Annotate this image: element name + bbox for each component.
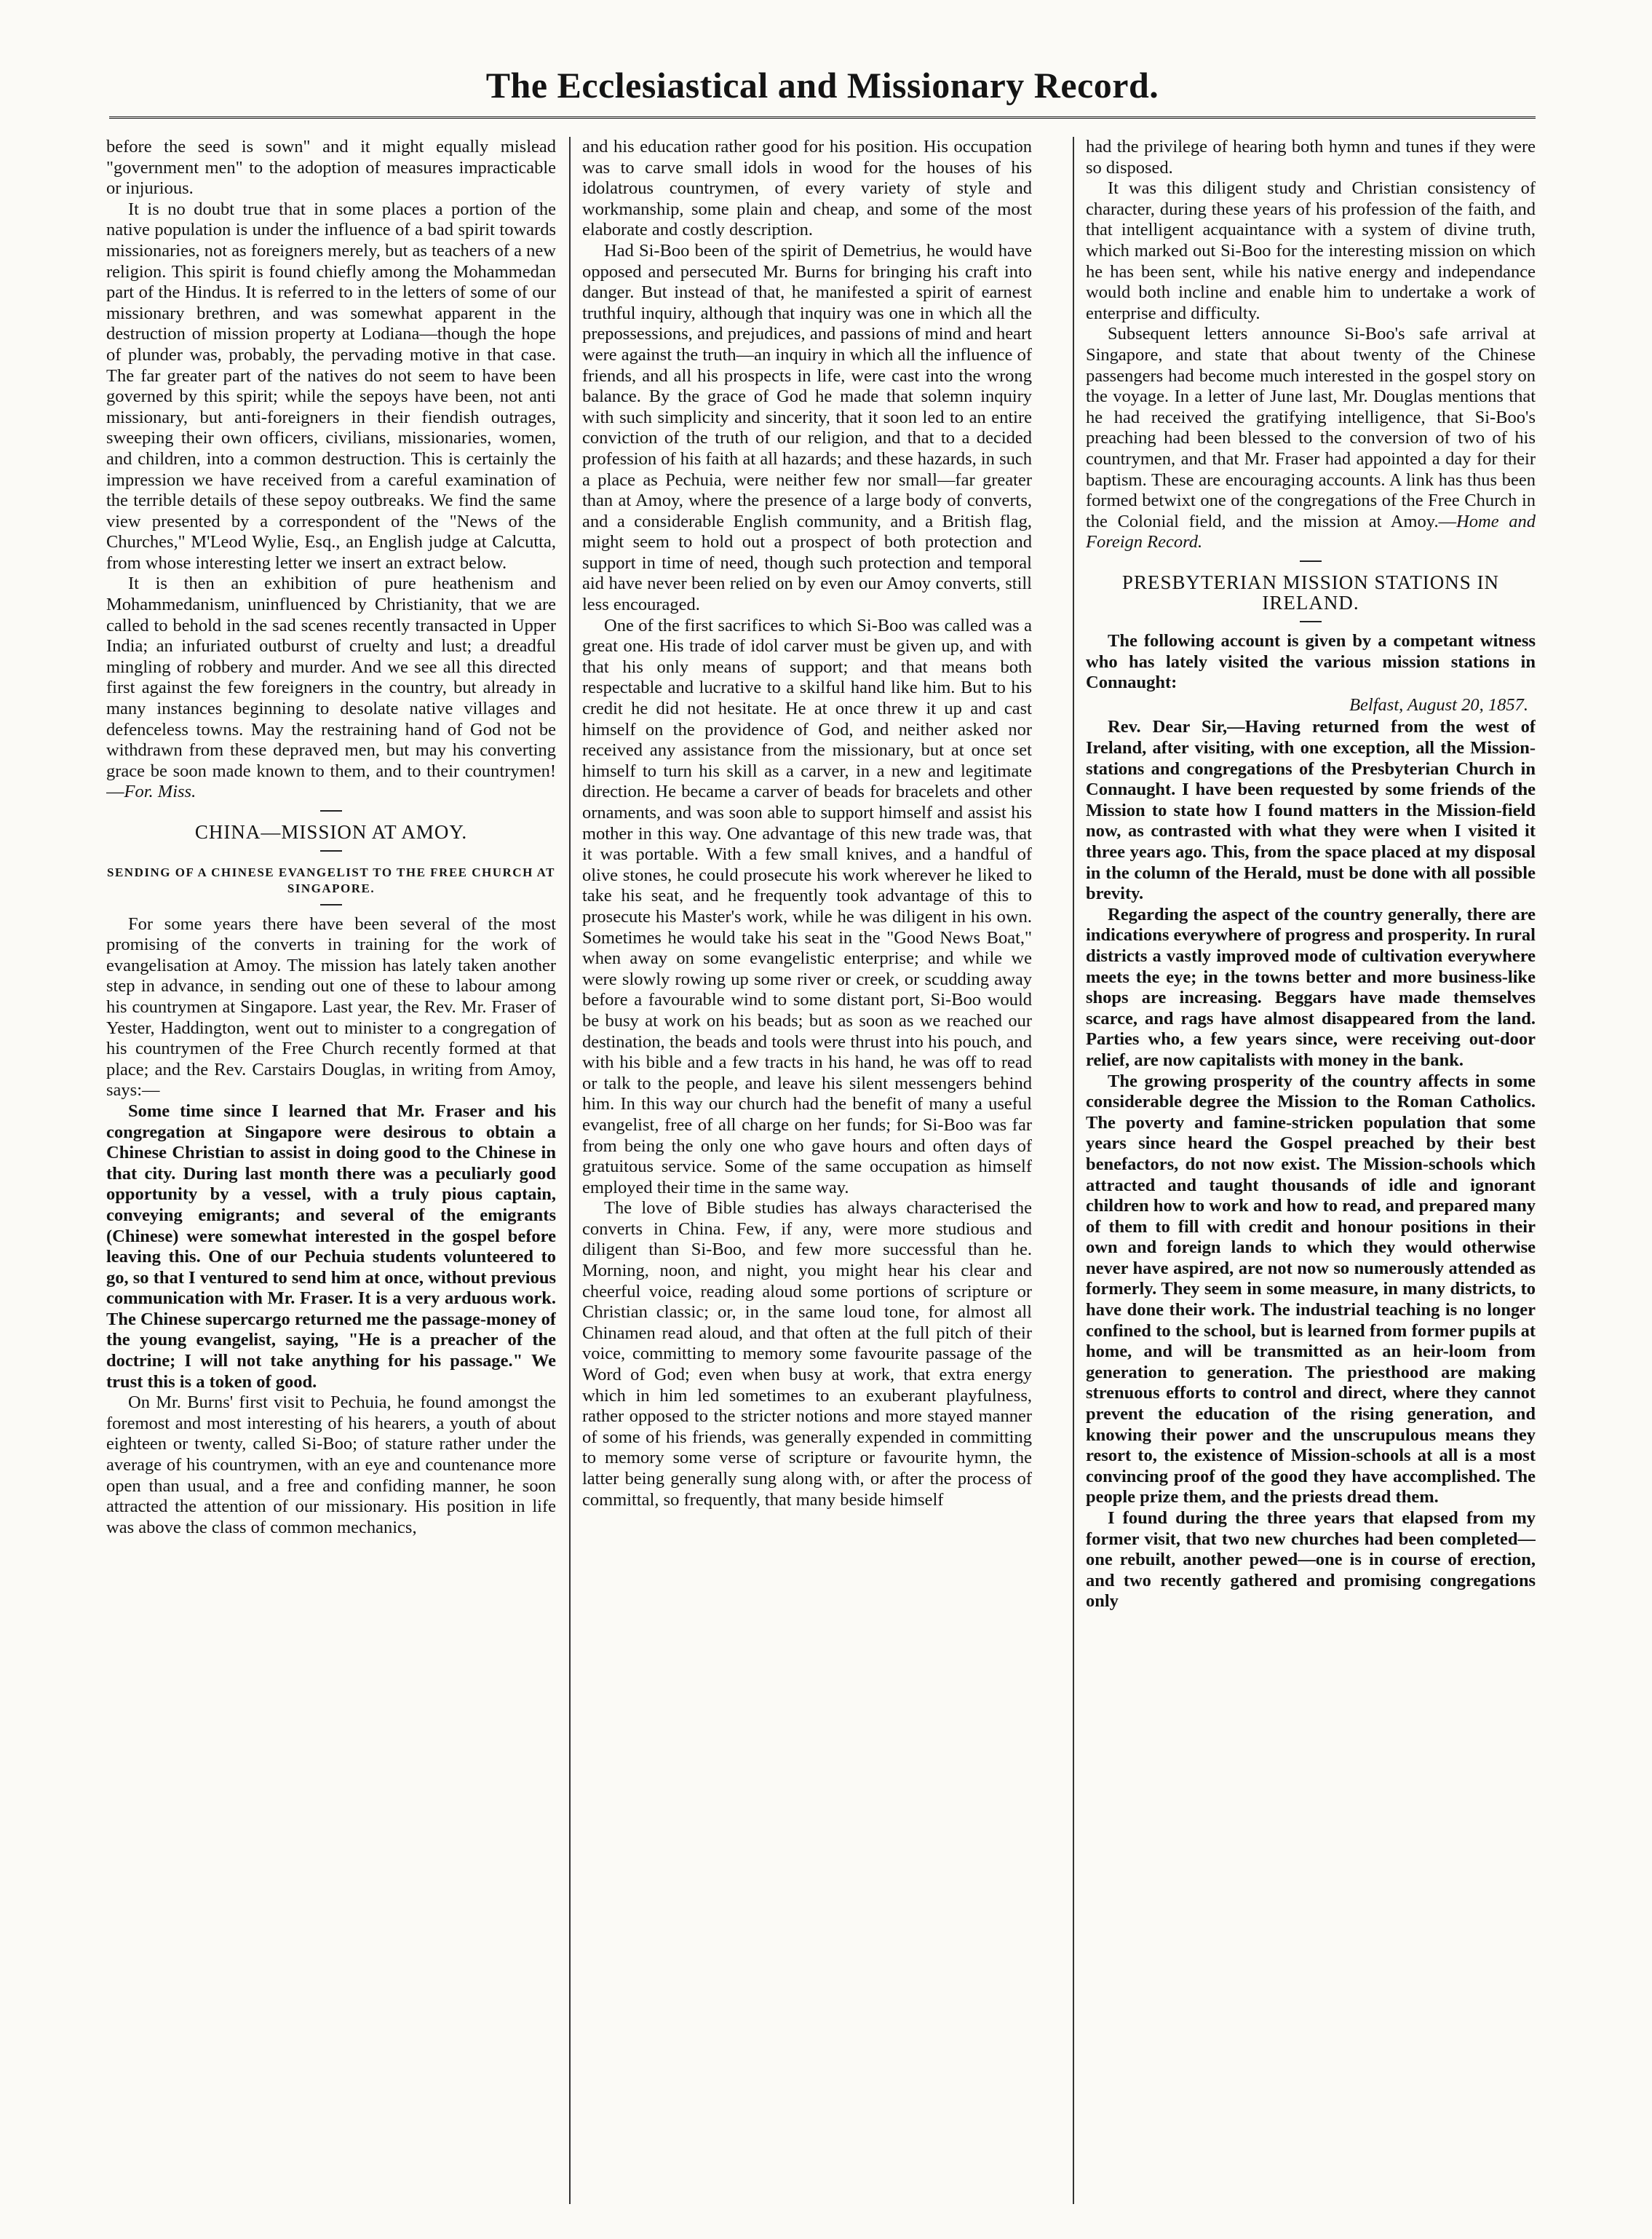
paragraph: The love of Bible studies has always characterised the converts in China. Few, if any, were more studious and diligent than Si-Boo, and few more successful than he. Morning, noon, and night, you might hear his clear and cheerful voice, reading aloud some portions of scripture or Christian classic; or, in the same loud tone, for almost all Chinamen read aloud, and that often at the full pitch of their voice, committing to memory some favourite passage of the Word of God; even when busy at work, that extra energy which in him led sometimes to an exuberant playfulness, rather opposed to the stricter notions and more stayed manner of some of his friends, was generally expended in committing to memory some verse of scripture or favourite hymn, the latter being generally sung along with, or after the process of committal, so frequently, that many beside himself	[582, 1198, 1032, 1510]
paragraph: One of the first sacrifices to which Si-Boo was called was a great one. His trade of idol carver must be given up, and with that his only means of support; and that means both respectable and lucrative to a skilful hand like him. But to his credit he did not hesitate. He at once threw it up and cast himself on the providence of God, and neither asked nor received any assistance from the missionary, but at once set himself to turn his skill as a carver, in a new and legitimate direction. He became a carver of beads for bracelets and other ornaments, and was soon able to support himself and assist his mother in this way. One advantage of this new trade was, that it was portable. With a few small knives, and a handful of olive stones, he could prosecute his work wherever he liked to take his seat, and he frequently took advantage of this to prosecute his Master's work, while he was diligent in his own. Sometimes he would take his seat in the "Good News Boat," when away on some evangelistic enterprise; and while we were slowly rowing up some river or creek, or scudding away before a favourable wind to some distant port, Si-Boo would be busy at work on his beads; but as soon as we reached our destination, the beads and tools were thrust into his pouch, and with his bible and a few tracts in his hand, he was off to read or talk to the people, and leave his silent messengers behind him. In this way our church had the benefit of many a useful evangelist, free of all charge on her funds; for Si-Boo was far from being the only one who gave hours and often days of gratuitous service. Some of the same occupation as himself employed their time in the same way.	[582, 615, 1032, 1197]
source-credit: For. Miss.	[124, 782, 196, 802]
paragraph: and his education rather good for his position. His occupation was to carve small idols in wood for the houses of his idolatrous countrymen, of every variety of style and workmanship, some plain and cheap, and some of the most elaborate and costly description.	[582, 137, 1032, 240]
paragraph: The growing prosperity of the country affects in some considerable degree the Mission to the Roman Catholics. The poverty and famine-stricken population that some years since heard the Gospel preached by their best benefactors, do not now exist. The Mission-schools which attracted and taught thousands of idle and ignorant children how to work and how to read, and prepared many of them to fill with credit and honour positions in their own and foreign lands to which they would otherwise never have aspired, are not now so numerously attended as formerly. They seem in some measure, in many districts, to have done their work. The industrial teaching is no longer confined to the school, but is learned from former pupils at home, and will be transmitted as an heir-loom from generation to generation. The priesthood are making strenuous efforts to control and direct, where they cannot prevent the education of the rising generation, and knowing their power and the unscrupulous means they resort to, the existence of Mission-schools at all is a most convincing proof of the good they have accomplished. The people prize them, and the priests dread them.	[1086, 1071, 1536, 1507]
paragraph: I found during the three years that elapsed from my former visit, that two new churches had been completed—one rebuilt, another pewed—one is in course of erection, and two recently gathered and promising congregations only	[1086, 1508, 1536, 1612]
column-3	[1086, 137, 1536, 2211]
section-rule	[320, 904, 342, 905]
paragraph: On Mr. Burns' first visit to Pechuia, he found amongst the foremost and most interesting of his hearers, a youth of about eighteen or twenty, called Si-Boo; of stature rather under the average of his countrymen, with an eye and countenance more open than usual, and a free and confiding manner, he soon attracted the attention of our missionary. His position in life was above the class of common mechanics,	[106, 1392, 556, 1537]
paragraph: Had Si-Boo been of the spirit of Demetrius, he would have opposed and persecuted Mr. Burns for bringing his craft into danger. But instead of that, he manifested a spirit of earnest truthful inquiry, although that inquiry was one in which all the prepossessions, and prejudices, and passions of mind and heart were against the truth—an inquiry in which all the influence of friends, and all his prospects in life, were cast into the wrong balance. By the grace of God he made that solemn inquiry with such simplicity and sincerity, that it soon led to an entire conviction of the truth of our religion, and that to a decided profession of his faith at all hazards; and these hazards, in such a place as Pechuia, were neither few nor small—far greater than at Amoy, where the presence of a large body of converts, and a considerable English community, and a British flag, might seem to hold out a prospect of both protection and support in time of need, though such protection and temporal aid have never been relied on by even our Amoy converts, still less encouraged.	[582, 240, 1032, 615]
source-credit: Home and Foreign Record.	[1086, 511, 1536, 552]
paragraph: It was this diligent study and Christian consistency of character, during these years of his profession of the faith, and that intelligent acquaintance with a system of divine truth, which marked out Si-Boo for the interesting mission on which he has been sent, while his native energy and independance would both incline and enable him to undertake a work of enterprise and difficulty.	[1086, 178, 1536, 323]
paragraph: had the privilege of hearing both hymn and tunes if they were so disposed.	[1086, 137, 1536, 178]
paragraph	[1086, 324, 1536, 553]
section-rule	[1300, 560, 1322, 562]
section-rule	[1300, 621, 1322, 622]
quoted-letter: Some time since I learned that Mr. Fraser and his congregation at Singapore were desirous to obtain a Chinese Christian to assist in doing good to the Chinese in that city. During last month there was a peculiarly good opportunity by a vessel, with a truly pious captain, conveying emigrants; and several of the emigrants (Chinese) were somewhat interested in the gospel before leaving this. One of our Pechuia students volunteered to go, so that I ventured to send him at once, without previous communication with Mr. Fraser. It is a very arduous work. The Chinese supercargo returned me the passage-money of the young evangelist, saying, "He is a preacher of the doctrine; I will not take anything for his passage." We trust this is a token of good.	[106, 1101, 556, 1392]
paragraph: before the seed is sown" and it might equally mislead "government men" to the adoption of measures impracticable or injurious.	[106, 137, 556, 199]
dateline: Belfast, August 20, 1857.	[1349, 694, 1528, 715]
article-subheading: SENDING OF A CHINESE EVANGELIST TO THE FREE CHURCH AT SINGAPORE.	[107, 865, 555, 895]
section-rule	[320, 850, 342, 852]
masthead-rule	[109, 116, 1536, 119]
column-1	[106, 137, 556, 2211]
paragraph-text: Subsequent letters announce Si-Boo's safe arrival at Singapore, and state that about twenty of the Chinese passengers had become much interested in the gospel story on the voyage. In a letter of June last, Mr. Douglas mentions that he had received the gratifying intelligence, that Si-Boo's preaching had been blessed to the conversion of two of his countrymen, and that Mr. Fraser had appointed a day for their baptism. These are encouraging accounts. A link has thus been formed betwixt one of the congregations of the Free Church in the Colonial field, and the mission at Amoy.—	[1086, 324, 1536, 531]
paragraph: It is no doubt true that in some places a portion of the native population is under the influence of a bad spirit towards missionaries, not as foreigners merely, but as teachers of a new religion. This spirit is found chiefly among the Mohammedan part of the Hindus. It is referred to in the letters of some of our missionary brethren, and was somewhat apparent in the destruction of mission property at Lodiana—though the hope of plunder was, probably, the pervading motive in that case. The far greater part of the natives do not seem to have been governed by this spirit; while the sepoys have been, not anti missionary, but anti-foreigners in their fiendish outrages, sweeping their own officers, civilians, missionaries, women, and children, into a common destruction. This is certainly the impression we have received from a careful examination of the terrible details of these sepoy outbreaks. We find the same view presented by a correspondent of the "News of the Churches," M'Leod Wylie, Esq., an English judge at Calcutta, from whose interesting letter we insert an extract below.	[106, 199, 556, 573]
letter-opening: Rev. Dear Sir,—Having returned from the west of Ireland, after visiting, with one exception, all the Mission-stations and congregations of the Presbyterian Church in Connaught. I have been requested by some friends of the Mission to state how I found matters in the Mission-field now, as contrasted with what they were when I visited it three years ago. This, from the space placed at my disposal in the column of the Herald, must be done with all possible brevity.	[1086, 717, 1536, 904]
article-heading: PRESBYTERIAN MISSION STATIONS IN IRELAND.	[1121, 571, 1500, 614]
paragraph: The following account is given by a competant witness who has lately visited the various mission stations in Connaught:	[1086, 631, 1536, 693]
column-divider	[569, 137, 571, 2204]
column-2	[582, 137, 1032, 2211]
paragraph: For some years there have been several of the most promising of the converts in training for the work of evangelisation at Amoy. The mission has lately taken another step in advance, in sending out one of these to labour among his countrymen at Singapore. Last year, the Rev. Mr. Fraser of Yester, Haddington, went out to minister to a congregation of his countrymen of the Free Church recently formed at that place; and the Rev. Carstairs Douglas, in writing from Amoy, says:—	[106, 914, 556, 1101]
paragraph: Regarding the aspect of the country generally, there are indications everywhere of progress and prosperity. In rural districts a vastly improved mode of cultivation everywhere meets the eye; in the towns better and more business-like shops are increasing. Beggars have made themselves scarce, and rags have almost disappeared from the land. Parties who, a few years since, were receiving out-door relief, are now capitalists with money in the bank.	[1086, 904, 1536, 1070]
column-divider	[1073, 137, 1074, 2204]
masthead-title: The Ecclesiastical and Missionary Record.	[485, 65, 1159, 106]
paragraph-text: It is then an exhibition of pure heathenism and Mohammedanism, uninfluenced by Christianity, that we are called to behold in the sad scenes recently transacted in Upper India; an infuriated outburst of cruelty and lust; a dreadful mingling of robbery and murder. And we see all this directed first against the few foreigners in the country, but already in many instances beginning to desolate native villages and defenceless towns. May the restraining hand of God not be withdrawn from these depraved men, but may his converting grace be soon made known to them, and to their countrymen!—	[106, 574, 556, 802]
section-rule	[320, 810, 342, 812]
article-heading: CHINA—MISSION AT AMOY.	[194, 821, 468, 843]
paragraph	[106, 574, 556, 803]
